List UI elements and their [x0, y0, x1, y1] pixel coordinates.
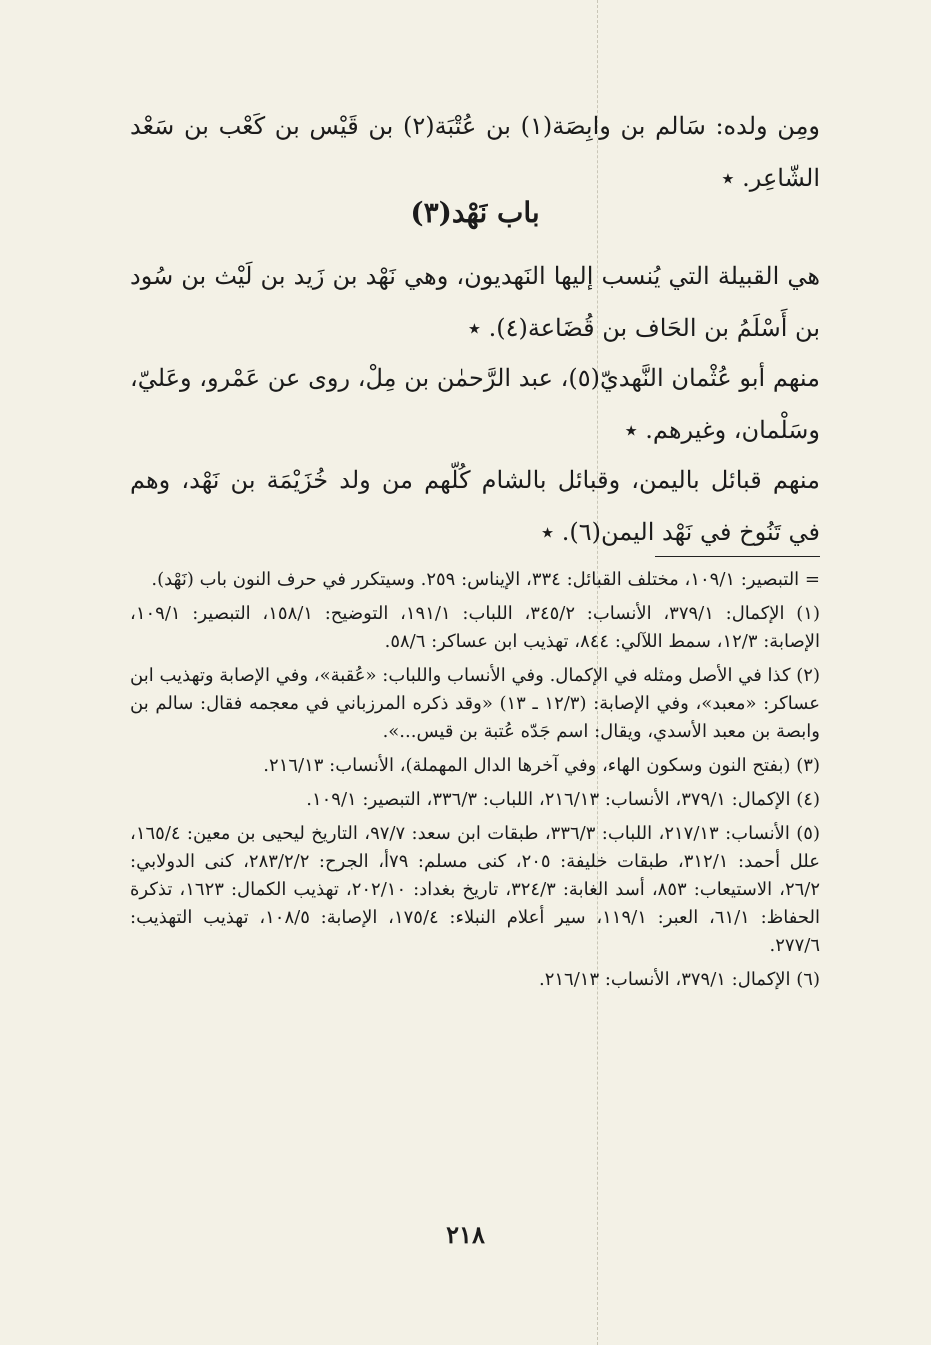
footnote-2: (٢) كذا في الأصل ومثله في الإكمال. وفي الأنساب واللباب: «عُقبة»، وفي الإصابة وتهذيب ابن عساكر: «معبد»، وفي الإصابة: (١٢/٣ ـ ١٣) «وقد ذكره المرزباني في معجمه فقال: سالم بن وابصة بن معبد الأسدي، ويقال: اسم جَدّه عُتبة بن قيس...».: [130, 665, 820, 742]
footnotes: [130, 566, 820, 1000]
paragraph-4: منهم قبائل باليمن، وقبائل بالشام كُلّهم من ولد خُزَيْمَة بن نَهْد، وهم في تَنُوخ في نَهْد اليمن(٦). ٭: [130, 466, 820, 546]
paragraph-2: هي القبيلة التي يُنسب إليها النَهديون، وهي نَهْد بن زَيد بن لَيْث بن سُود بن أَسْلَمُ بن الحَاف بن قُضَاعة(٤). ٭: [130, 262, 820, 342]
footnote-5: (٥) الأنساب: ٢١٧/١٣، اللباب: ٣٣٦/٣، طبقات ابن سعد: ٩٧/٧، التاريخ ليحيى بن معين: ١٦٥/٤، علل أحمد: ٣١٢/١، طبقات خليفة: ٢٠٥، كنى مسلم: ٧٩أ، الجرح: ٢٨٣/٢/٢، كنى الدولابي: ٢٦/٢، الاستيعاب: ٨٥٣، أسد الغابة: ٣٢٤/٣، تاريخ بغداد: ٢٠٢/١٠، تهذيب الكمال: ١٦٢٣، تذكرة الحفاظ: ٦١/١، العبر: ١١٩/١، سير أعلام النبلاء: ١٧٥/٤، الإصابة: ١٠٨/٥، تهذيب التهذيب: ٢٧٧/٦.: [130, 823, 821, 956]
footnote-1: (١) الإكمال: ٣٧٩/١، الأنساب: ٣٤٥/٢، اللباب: ١٩١/١، التوضيح: ١٥٨/١، التبصير: ١٠٩/١، الإصابة: ١٢/٣، سمط اللآلي: ٨٤٤، تهذيب ابن عساكر: ٥٨/٦.: [130, 603, 820, 652]
footnote-6: (٦) الإكمال: ٣٧٩/١، الأنساب: ٢١٦/١٣.: [538, 969, 820, 990]
paragraph-1: ومِن ولده: سَالم بن وابِصَة(١) بن عُتْبَة(٢) بن قَيْس بن كَعْب بن سَعْد الشّاعِر. ٭: [130, 112, 821, 192]
footnote-3: (٣) (بفتح النون وسكون الهاء، وفي آخرها الدال المهملة)، الأنساب: ٢١٦/١٣.: [263, 755, 820, 776]
section-heading: باب نَهْد(٣): [410, 196, 540, 229]
page-number: ٢١٨: [446, 1220, 485, 1249]
footnote-4: (٤) الإكمال: ٣٧٩/١، الأنساب: ٢١٦/١٣، اللباب: ٣٣٦/٣، التبصير: ١٠٩/١.: [306, 789, 820, 810]
paragraph-3: منهم أبو عُثْمان النَّهديّ(٥)، عبد الرَّحمٰن بن مِلْ، روى عن عَمْرو، وعَليّ، وسَلْمان، وغيرهم. ٭: [130, 364, 821, 444]
footnote-continuation: = التبصير: ١٠٩/١، مختلف القبائل: ٣٣٤، الإيناس: ٢٥٩. وسيتكرر في حرف النون باب (نَهْد).: [151, 569, 820, 590]
footnote-separator: [655, 556, 820, 557]
